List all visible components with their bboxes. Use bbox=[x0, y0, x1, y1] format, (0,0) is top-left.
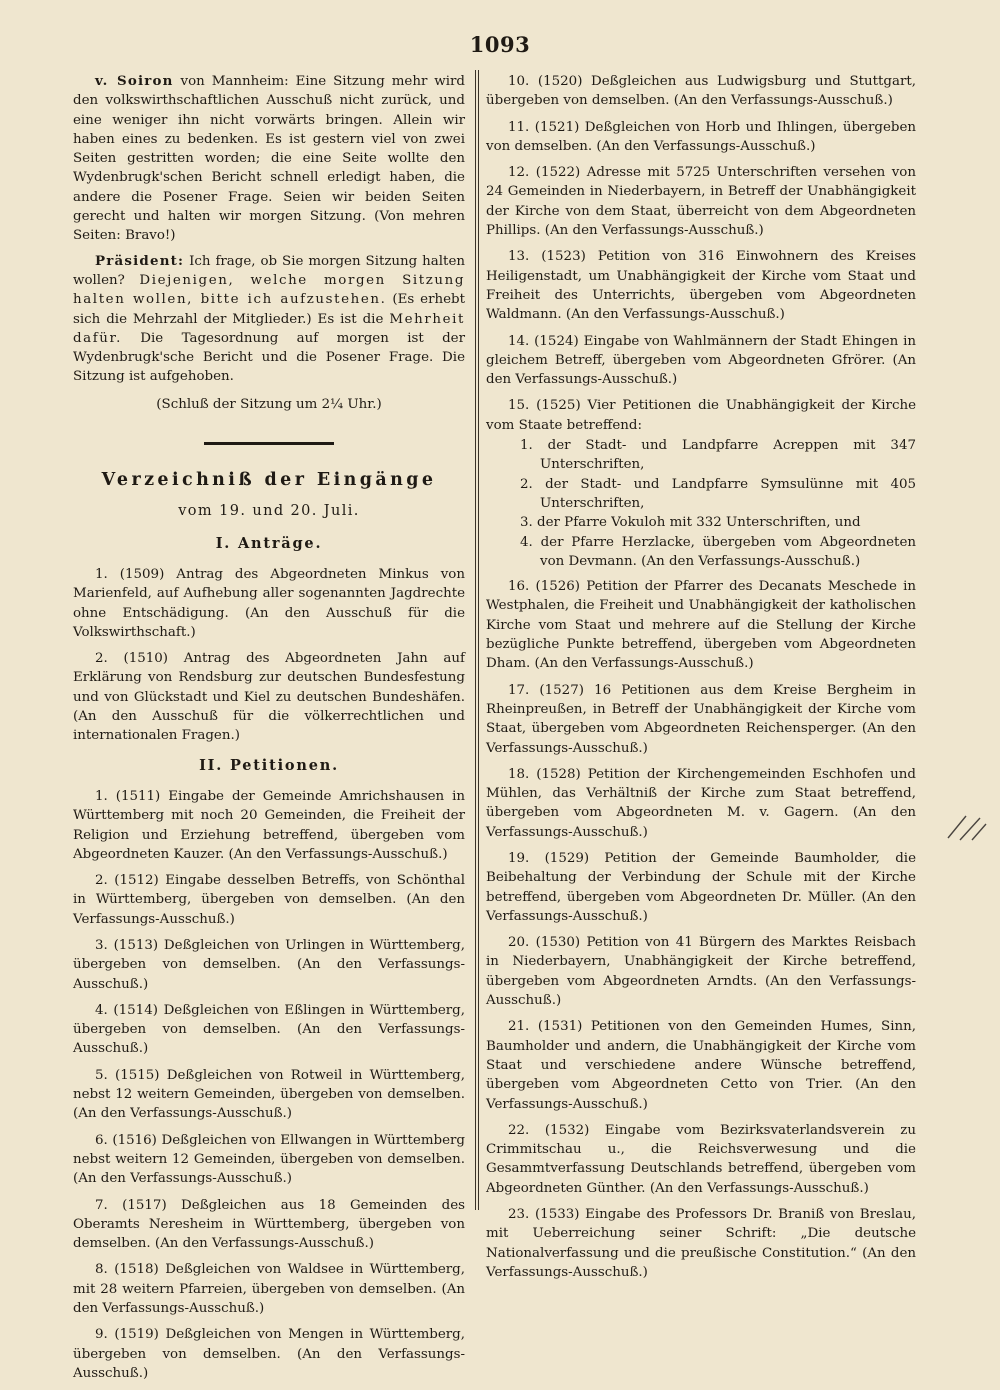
petition-item: 14. (1524) Eingabe von Wahlmännern der Stadt Ehingen in gleichem Betreff, übergeben vom Abgeordneten Gfrörer. (An den Verfassungs-Ausschuß.) bbox=[486, 333, 916, 388]
praesident-spaced2: Mehrheit dafür. bbox=[73, 311, 465, 346]
petition-item: 8. (1518) Deßgleichen von Waldsee in Württemberg, mit 28 weitern Pfarreien, übergeben von demselben. (An den Verfassungs-Ausschuß.) bbox=[73, 1262, 465, 1317]
speaker-praesident: Präsident: bbox=[95, 252, 185, 269]
pencil-mark-icon bbox=[944, 812, 988, 842]
sublist-item: 3. der Pfarre Vokuloh mit 332 Unterschriften, und bbox=[520, 515, 861, 531]
petition-item: 6. (1516) Deßgleichen von Ellwangen in Württemberg nebst weitern 12 Gemeinden, übergeben von demselben. (An den Verfassungs-Ausschuß.) bbox=[73, 1132, 465, 1187]
petition-item: 9. (1519) Deßgleichen von Mengen in Württemberg, übergeben von demselben. (An den Verfassungs-Ausschuß.) bbox=[73, 1327, 465, 1381]
petition-item: 5. (1515) Deßgleichen von Rotweil in Württemberg, nebst 12 weitern Gemeinden, übergeben von demselben. (An den Verfassungs-Ausschuß.) bbox=[73, 1067, 465, 1122]
petition-item: 22. (1532) Eingabe vom Bezirksvaterlandsverein zu Crimmitschau u., die Reichsverwesung und die Gesammtverfassung Deutschlands betreffend, übergeben vom Abgeordneten Günther. (An den Verfassungs-Ausschuß.) bbox=[486, 1122, 916, 1196]
section-rule bbox=[204, 442, 334, 445]
antrag-item: 1. (1509) Antrag des Abgeordneten Minkus von Marienfeld, auf Aufhebung aller sogenannten Jagdrechte ohne Entschädigung. (An den Ausschuß für die Volkswirthschaft.) bbox=[73, 566, 465, 640]
petition-item: 17. (1527) 16 Petitionen aus dem Kreise Bergheim in Rheinpreußen, in Betreff der Unabhängigkeit der Kirche vom Staat, übergeben vom Abgeordneten Reichensperger. (An den Verfassungs-Ausschuß.) bbox=[486, 682, 916, 756]
praesident-text-b: (Es erhebt sich die Mehrzahl der Mitglieder.) Es ist die bbox=[73, 292, 465, 327]
column-divider bbox=[475, 70, 479, 1210]
petition-item: 1. (1511) Eingabe der Gemeinde Amrichshausen in Württemberg mit noch 20 Gemeinden, die Freiheit der Religion und Erziehung betreffend, übergeben vom Abgeordneten Kauzer. (An den Verfassungs-Ausschuß.) bbox=[73, 788, 465, 862]
petition-item: 10. (1520) Deßgleichen aus Ludwigsburg und Stuttgart, übergeben von demselben. (An den Verfassungs-Ausschuß.) bbox=[486, 74, 916, 109]
petition-item: 16. (1526) Petition der Pfarrer des Decanats Meschede in Westphalen, die Freiheit und Unabhängigkeit der katholischen Kirche vom Staat und mehrere auf die Stellung der Kirche bezügliche Punkte betreffend, übergeben vom Abgeordneten Dham. (An den Verfassungs-Ausschuß.) bbox=[486, 579, 916, 672]
paragraph-soiron bbox=[73, 72, 465, 246]
petition-item: 23. (1533) Eingabe des Professors Dr. Braniß von Breslau, mit Ueberreichung seiner Schrift: „Die deutsche Nationalverfassung und die preußische Constitution.“ (An den Verfassungs-Ausschuß.) bbox=[486, 1207, 916, 1280]
sublist-item: 2. der Stadt- und Landpfarre Symsulünne mit 405 Unterschriften, bbox=[520, 476, 916, 511]
petition-sublist bbox=[486, 436, 916, 571]
petition-item: 15. (1525) Vier Petitionen die Unabhängigkeit der Kirche vom Staate betreffend: bbox=[486, 398, 916, 433]
antrag-item: 2. (1510) Antrag des Abgeordneten Jahn auf Erklärung von Rendsburg zur deutschen Bundesfestung und von Glückstadt und Kiel zu deutschen Bundeshäfen. (An den Ausschuß für die völkerrechtlichen und internationalen Fragen.) bbox=[73, 651, 465, 744]
section-petitionen: II. Petitionen. bbox=[199, 756, 339, 774]
petition-item: 12. (1522) Adresse mit 5725 Unterschriften versehen von 24 Gemeinden in Niederbayern, in Betreff der Unabhängigkeit der Kirche von dem Staat, überreicht von dem Abgeordneten Phillips. (An den Verfassungs-Ausschuß.) bbox=[486, 165, 916, 239]
section-antraege: I. Anträge. bbox=[215, 534, 323, 552]
paragraph-praesident bbox=[73, 252, 465, 387]
speaker-soiron: v. Soiron bbox=[95, 73, 174, 89]
sublist-item: 1. der Stadt- und Landpfarre Acreppen mit 347 Unterschriften, bbox=[520, 438, 916, 473]
soiron-text: von Mannheim: Eine Sitzung mehr wird den volkswirthschaftlichen Ausschuß nicht zurück, und eine weniger ihn nicht vorwärts bringen. Allein wir haben eines zu bedenken. Es ist gestern viel von zwei Seiten gestritten worden; die eine Seite wollte den Wydenbrugk'schen Bericht schnell erledigt haben, die andere die Posener Frage. Seien wir beiden Seiten gerecht und halten wir morgen Sitzung. (Von mehren Seiten: Bravo!) bbox=[73, 74, 465, 244]
register-title: Verzeichniß der Eingänge bbox=[101, 470, 437, 491]
right-column bbox=[486, 72, 916, 1289]
praesident-text-c: Die Tagesordnung auf morgen ist der Wydenbrugk'sche Bericht und die Posener Frage. Die Sitzung ist aufgehoben. bbox=[73, 330, 465, 385]
praesident-text-a: Ich frage, ob Sie morgen Sitzung halten wollen? bbox=[73, 253, 465, 288]
petition-item: 13. (1523) Petition von 316 Einwohnern des Kreises Heiligenstadt, um Unabhängigkeit der Kirche vom Staat und Freiheit des Unterrichts, übergeben vom Abgeordneten Waldmann. (An den Verfassungs-Ausschuß.) bbox=[486, 249, 916, 323]
petition-item: 21. (1531) Petitionen von den Gemeinden Humes, Sinn, Baumholder und andern, die Unabhängigkeit der Kirche vom Staat und verschiedene andere Wünsche betreffend, übergeben vom Abgeordneten Cetto von Trier. (An den Verfassungs-Ausschuß.) bbox=[486, 1019, 916, 1112]
page-number: 1093 bbox=[469, 32, 531, 57]
petition-item: 3. (1513) Deßgleichen von Urlingen in Württemberg, übergeben von demselben. (An den Verfassungs-Ausschuß.) bbox=[73, 937, 465, 992]
praesident-spaced: Diejenigen, welche morgen Sitzung halten wollen, bitte ich aufzustehen. bbox=[73, 272, 465, 308]
sublist-item: 4. der Pfarre Herzlacke, übergeben vom Abgeordneten von Devmann. (An den Verfassungs-Ausschuß.) bbox=[520, 534, 916, 569]
left-column bbox=[73, 72, 465, 1390]
petition-item: 18. (1528) Petition der Kirchengemeinden Eschhofen und Mühlen, das Verhältniß der Kirche zum Staat betreffend, übergeben vom Abgeordneten M. v. Gagern. (An den Verfassungs-Ausschuß.) bbox=[486, 766, 916, 840]
closing-note: (Schluß der Sitzung um 2¼ Uhr.) bbox=[156, 396, 382, 412]
register-subtitle: vom 19. und 20. Juli. bbox=[178, 503, 360, 520]
petition-item: 4. (1514) Deßgleichen von Eßlingen in Württemberg, übergeben von demselben. (An den Verfassungs-Ausschuß.) bbox=[73, 1002, 465, 1057]
petition-item: 20. (1530) Petition von 41 Bürgern des Marktes Reisbach in Niederbayern, Unabhängigkeit der Kirche betreffend, übergeben vom Abgeordneten Arndts. (An den Verfassungs-Ausschuß.) bbox=[486, 935, 916, 1009]
petition-item: 11. (1521) Deßgleichen von Horb und Ihlingen, übergeben von demselben. (An den Verfassungs-Ausschuß.) bbox=[486, 119, 916, 154]
petition-item: 7. (1517) Deßgleichen aus 18 Gemeinden des Oberamts Neresheim in Württemberg, übergeben von demselben. (An den Verfassungs-Ausschuß.) bbox=[73, 1197, 465, 1252]
petition-item: 19. (1529) Petition der Gemeinde Baumholder, die Beibehaltung der Verbindung der Schule mit der Kirche betreffend, übergeben vom Abgeordneten Dr. Müller. (An den Verfassungs-Ausschuß.) bbox=[486, 850, 916, 924]
petition-item: 2. (1512) Eingabe desselben Betreffs, von Schönthal in Württemberg, übergeben von demselben. (An den Verfassungs-Ausschuß.) bbox=[73, 873, 465, 927]
